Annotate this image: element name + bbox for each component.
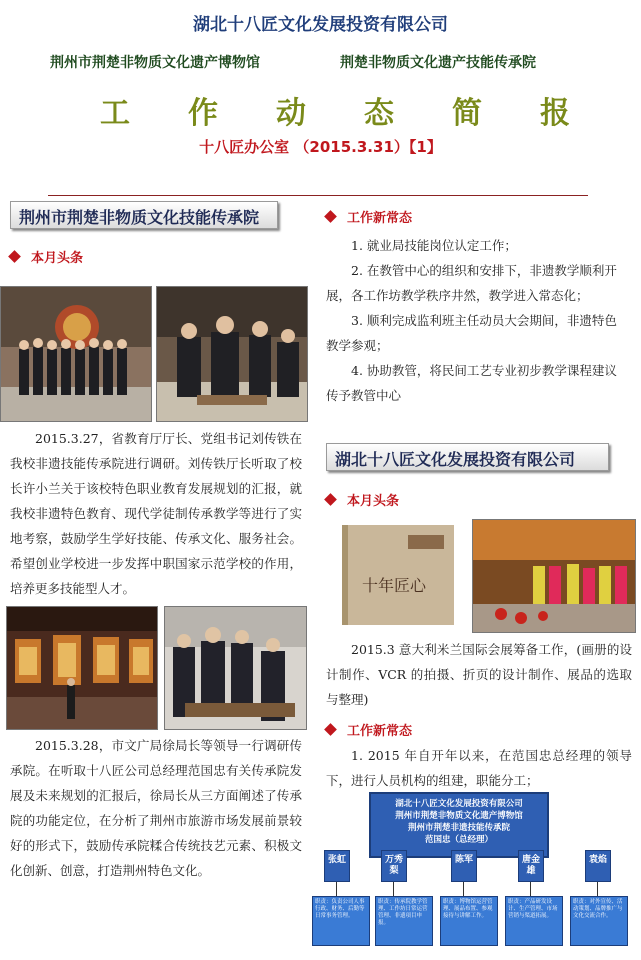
org-duty-box: 职责：对外宣传、活动策划、品牌推广与文化交流合作。 (570, 896, 628, 946)
list-item: 1. 就业局技能岗位认定工作； (351, 238, 517, 253)
museum-title: 荆州市荆楚非物质文化遗产博物馆 (50, 55, 260, 71)
issue-number: 【1】 (408, 138, 442, 156)
company-title: 湖北十八匠文化发展投资有限公司 (193, 15, 448, 35)
left-paragraph-2-text: 2015.3.28，市文广局徐局长等领导一行调研传承院。在听取十八匠公司总经理范国忠有关传承院发展及未来规划的汇报后，徐局长从三方面阐述了传承院的功能定位，在分析了荆州市旅游市场发展前景较好的形式下，鼓励传承院糅合传统技艺元素、积极文化创新、创意，打造荆州特色文化。 (10, 738, 302, 878)
org-connector (393, 882, 394, 896)
title-char: 动 (276, 96, 306, 131)
org-duty-box: 职责：传承院教学管理、工作坊日常运营管理、非遗项目申报。 (375, 896, 433, 946)
title-char: 作 (188, 96, 218, 131)
craft-demo-photo-image (165, 607, 307, 730)
group-photo (0, 286, 152, 422)
org-connector (530, 882, 531, 896)
book-title-text: 十年匠心 (361, 576, 427, 595)
title-char: 报 (540, 96, 570, 131)
left-headline-heading (10, 247, 83, 266)
newsletter-title (100, 88, 570, 132)
right-paragraph-2-text: 1. 2015 年自开年以来，在范国忠总经理的领导下，进行人员机构的组建，职能分工； (326, 748, 632, 788)
left-section-title: 荆州市荆楚非物质文化技能传承院 (10, 201, 278, 229)
org-top-line: 荆州市荆楚非物质文化遗产博物馆 (395, 811, 523, 821)
org-connector (597, 882, 598, 896)
right-headline-heading (326, 490, 399, 509)
exhibition-hall-photo (6, 606, 158, 730)
performance-photo (472, 519, 636, 633)
title-char: 态 (364, 96, 394, 131)
list-item: 2. 在教管中心的组织和安排下，非遗教学顺利开展，各工作坊教学秩序井然，教学进入常态化； (326, 263, 617, 303)
diamond-bullet-icon (324, 493, 337, 506)
issue-line (0, 136, 641, 157)
org-duty-box: 职责：产品研发设计、生产管理、市场营销与渠道拓展。 (505, 896, 563, 946)
headline-label: 本月头条 (31, 251, 84, 266)
org-member-box: 袁焰 (585, 850, 611, 882)
exhibition-hall-photo-image (7, 607, 158, 730)
org-top-line: 荆州市荆楚非遗技能传承院 (407, 823, 510, 833)
org-member-box: 陈军 (451, 850, 477, 882)
performance-photo-image (473, 520, 636, 633)
craft-demo-photo (164, 606, 307, 730)
org-member-box: 万秀梨 (381, 850, 407, 882)
institute-title: 荆楚非物质文化遗产技能传承院 (340, 55, 536, 71)
headline-label: 本月头条 (347, 494, 400, 509)
org-connector (336, 882, 337, 896)
title-char: 简 (452, 96, 482, 131)
inspection-photo (156, 286, 308, 422)
list-item: 3. 顺利完成监利班主任动员大会期间，非遗特色教学参观； (326, 313, 617, 353)
left-paragraph-1 (10, 426, 302, 601)
org-member-box: 唐金雄 (518, 850, 544, 882)
right-new-normal-heading (326, 207, 412, 226)
org-member-box: 张虹 (324, 850, 350, 882)
org-connector (463, 882, 464, 896)
diamond-bullet-icon (8, 250, 21, 263)
diamond-bullet-icon (324, 723, 337, 736)
diamond-bullet-icon (324, 210, 337, 223)
org-chart-top-box (369, 792, 549, 858)
org-duty-box: 职责：负责公司人事行政、财务、后勤等日常事务管理。 (312, 896, 370, 946)
work-item-list (326, 233, 626, 408)
issue-date: （2015.3.31） (294, 138, 409, 156)
left-paragraph-2 (10, 733, 302, 883)
right-paragraph-1-text: 2015.3 意大利米兰国际会展筹备工作，(画册的设计制作、VCR 的拍摄、折页的设计制作、展品的选取与整理) (326, 642, 632, 707)
office-name: 十八匠办公室 (199, 138, 290, 156)
org-duty-box: 职责：博物馆运营管理、展品布置、参观接待与讲解工作。 (440, 896, 498, 946)
new-normal-label: 工作新常态 (347, 211, 413, 226)
header-divider (48, 195, 588, 196)
right-paragraph-1 (326, 637, 632, 712)
book-cover-image (328, 519, 467, 633)
right-new-normal-heading-2 (326, 720, 412, 739)
book-cover-photo (328, 519, 467, 633)
right-paragraph-2 (326, 743, 632, 793)
org-top-line: 湖北十八匠文化发展投资有限公司 (395, 799, 523, 809)
inspection-photo-image (157, 287, 308, 422)
right-section-title: 湖北十八匠文化发展投资有限公司 (326, 443, 609, 471)
group-photo-image (1, 287, 152, 422)
new-normal-label-2: 工作新常态 (347, 724, 413, 739)
list-item: 4. 协助教管，将民间工艺专业初步教学课程建议传予教管中心 (326, 363, 617, 403)
left-paragraph-1-text: 2015.3.27，省教育厅厅长、党组书记刘传铁在我校非遗技能传承院进行调研。刘传铁厅长听取了校长许小兰关于该校特色职业教育发展规划的汇报，就我校非遗特色教育、现代学徒制传承教学等进行了实地考察，鼓励学生学好技能、传承文化、服务社会。希望创业学校进一步发挥中职国家示范学校的作用，培养更多技能型人才。 (10, 431, 302, 596)
title-char: 工 (100, 96, 130, 131)
org-top-line: 范国忠（总经理） (424, 835, 493, 845)
